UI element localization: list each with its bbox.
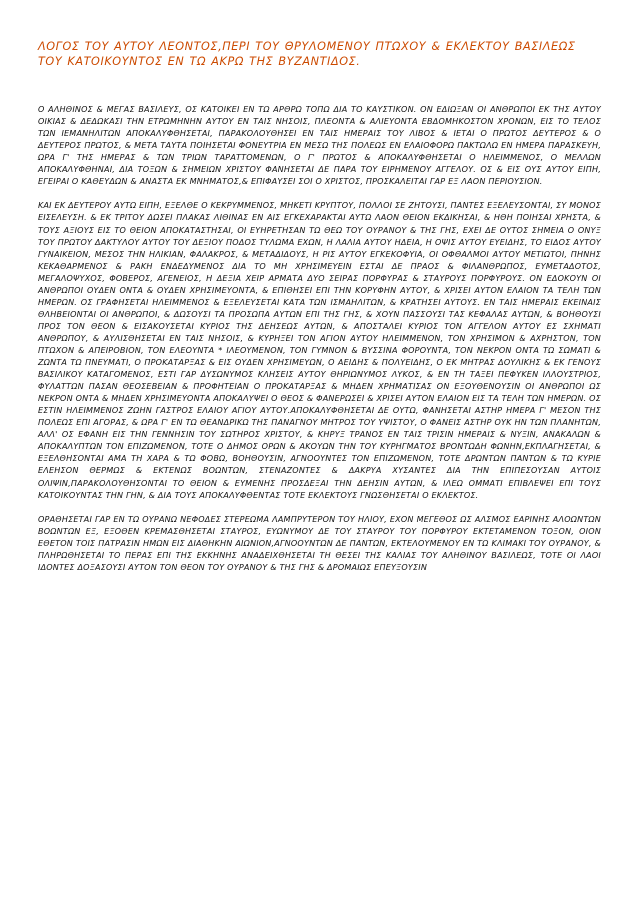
- document-title: ΛΟΓΟΣ ΤΟΥ ΑΥΤΟΥ ΛΕΟΝΤΟΣ,ΠΕΡΙ ΤΟΥ ΘΡΥΛΟΜΕΝΟΥ ΠΤΩΧΟΥ & ΕΚΛΕΚΤΟΥ ΒΑΣΙΛΕΩΣ ΤΟΥ ΚΑΤΟΙΚΟΥΝΤΟΣ ΕΝ ΤΩ ΑΚΡΩ ΤΗΣ ΒΥΖΑΝΤΙΔΟΣ.: [38, 40, 576, 68]
- paragraph-2: ΚΑΙ ΕΚ ΔΕΥΤΕΡΟΥ ΑΥΤΩ ΕΙΠΗ, ΕΞΕΛΘΕ Ο ΚΕΚΡΥΜΜΕΝΟΣ, ΜΗΚΕΤΙ ΚΡΥΠΤΟΥ, ΠΟΛΛΟΙ ΣΕ ΖΗΤΟΥΣΙ, ΠΑΝΤΕΣ ΕΞΕΛΕΥΣΟΝΤΑΙ, ΣΥ ΜΟΝΟΣ ΕΙΣΕΛΕΥΣΗ. & ΕΚ ΤΡΙΤΟΥ ΔΩΣΕΙ ΠΛΑΚΑΣ ΛΙΘΙΝΑΣ ΕΝ ΑΙΣ ΕΓΚΕΧΑΡΑΚΤΑΙ ΑΥΤΩ ΛΑΟΝ ΘΕΙΟΝ ΕΚΔΙΚΗΣΑΙ, & ΗΘΗ ΠΟΙΗΣΑΙ ΧΡΗΣΤΑ, & ΤΟΥΣ ΑΞΙΟΥΣ ΕΙΣ ΤΟ ΘΕΙΟΝ ΑΠΟΚΑΤΑΣΤΗΣΑΙ, ΟΙ ΕΥΗΡΕΤΗΣΑΝ ΤΩ ΘΕΩ ΤΟΥ ΟΥΡΑΝΟΥ & ΤΗΣ ΓΗΣ, ΕΧΕΙ ΔΕ ΟΥΤΟΣ ΣΗΜΕΙΑ Ο ΟΝΥΞ ΤΟΥ ΠΡΩΤΟΥ ΔΑΚΤΥΛΟΥ ΑΥΤΟΥ ΤΟΥ ΔΕΞΙΟΥ ΠΟΔΟΣ ΤΥΛΩΜΑ ΕΧΩΝ, Η ΛΑΛΙΑ ΑΥΤΟΥ ΗΔΕΙΑ, Η ΟΨΙΣ ΑΥΤΟΥ ΕΥΕΙΔΗΣ, ΤΟ ΕΙΔΟΣ ΑΥΤΟΥ ΓΥΝΑΙΚΕΙΟΝ, ΜΕΣΟΣ ΤΗΝ ΗΛΙΚΙΑΝ, ΦΑΛΑΚΡΟΣ, & ΜΕΤΑΔΙΔΟΥΣ, Η ΡΙΣ ΑΥΤΟΥ ΕΓΚΕΚΟΦΥΙΑ, ΟΙ ΟΦΘΑΛΜΟΙ ΑΥΤΟΥ ΜΕΤΙΩΤΟΙ, ΠΗΝΗΣ ΚΕΚΑΘΑΡΜΕΝΟΣ & ΡΑΚΗ ΕΝΔΕΔΥΜΕΝΟΣ ΔΙΑ ΤΟ ΜΗ ΧΡΗΣΙΜΕΥΕΙΝ ΕΣΤΑΙ ΔΕ ΠΡΑΟΣ & ΦΙΛΑΝΘΡΩΠΟΣ, ΕΥΜΕΤΑΔΟΤΟΣ, ΜΕΓΑΛΟΨΥΧΟΣ, ΦΟΒΕΡΟΣ, ΑΓΕΝΕΙΟΣ, Η ΔΕΞΙΑ ΧΕΙΡ ΑΡΜΑΤΑ ΔΥΟ ΣΕΙΡΑΣ ΠΟΡΦΥΡΑΣ & ΣΤΑΥΡΟΥΣ ΠΟΡΦΥΡΟΥΣ. ΟΝ ΕΔΟΚΟΥΝ ΟΙ ΑΝΘΡΩΠΟΙ ΟΥΔΕΝ ΟΝΤΑ & ΟΥΔΕΝ ΧΡΗΣΙΜΕΥΟΝΤΑ, & ΕΠΙΘΗΣΕΙ ΕΠΙ ΤΗΝ ΚΟΡΥΦΗΝ ΑΥΤΟΥ, & ΧΡΙΣΕΙ ΑΥΤΟΝ ΕΛΑΙΟΝ ΤΑ ΤΕΛΗ ΤΩΝ ΗΜΕΡΩΝ. ΟΣ ΓΡΑΦΗΣΕΤΑΙ ΗΛΕΙΜΜΕΝΟΣ & ΕΞΕΛΕΥΣΕΤΑΙ ΚΑΤΑ ΤΩΝ ΙΣΜΑΗΛΙΤΩΝ, & ΚΡΑΤΗΣΕΙ ΑΥΤΟΥΣ. ΕΝ ΤΑΙΣ ΗΜΕΡΑΙΣ ΕΚΕΙΝΑΙΣ ΘΛΗΒΕΙΟΝΤΑΙ ΟΙ ΑΝΘΡΩΠΟΙ, & ΔΩΣΟΥΣΙ ΤΑ ΠΡΟΣΩΠΑ ΑΥΤΩΝ ΕΠΙ ΤΗΣ ΓΗΣ, & ΧΟΥΝ ΠΑΣΣΟΥΣΙ ΤΑΣ ΚΕΦΑΛΑΣ ΑΥΤΩΝ, & ΒΟΗΘΟΥΣΙ ΠΡΟΣ ΤΟΝ ΘΕΟΝ & ΕΙΣΑΚΟΥΣΕΤΑΙ ΚΥΡΙΟΣ ΤΗΣ ΔΕΗΣΕΩΣ ΑΥΤΩΝ, & ΑΠΟΣΤΑΛΕΙ ΚΥΡΙΟΣ ΤΟΝ ΑΓΓΕΛΟΝ ΑΥΤΟΥ ΕΣ ΣΧΗΜΑΤΙ ΑΝΘΡΩΠΟΥ, & ΑΥΛΙΣΘΗΣΕΤΑΙ ΕΝ ΤΑΙΣ ΝΗΣΟΙΣ, & ΚΥΡΗΞΕΙ ΤΟΝ ΑΓΙΟΝ ΑΥΤΟΥ ΗΛΕΙΜΜΕΝΟΝ, ΤΟΝ ΧΡΗΣΙΜΟΝ & ΑΧΡΗΣΤΟΝ, ΤΟΝ ΠΤΩΧΟΝ & ΑΠΕΙΡΟΒΙΟΝ, ΤΟΝ ΕΛΕΟΥΝΤΑ * ΙΛΕΟΥΜΕΝΟΝ, ΤΟΝ ΓΥΜΝΟΝ & ΒΥΣΣΙΝΑ ΦΟΡΟΥΝΤΑ, ΤΟΝ ΝΕΚΡΟΝ ΟΝΤΑ ΤΩ ΣΩΜΑΤΙ & ΖΩΝΤΑ ΤΩ ΠΝΕΥΜΑΤΙ, Ο ΠΡΟΚΑΤΑΡΞΑΣ & ΕΙΣ ΟΥΔΕΝ ΧΡΗΣΙΜΕΥΩΝ, Ο ΑΕΙΔΗΣ & ΠΟΛΥΕΙΔΗΣ, Ο ΕΚ ΜΗΤΡΑΣ ΔΟΥΛΙΚΗΣ & ΕΚ ΓΕΝΟΥΣ ΒΑΣΙΛΙΚΟΥ ΚΑΤΑΓΟΜΕΝΟΣ, ΕΣΤΙ ΓΑΡ ΔΥΣΩΝΥΜΟΣ ΚΛΗΣΕΙΣ ΑΥΤΟΥ ΘΗΡΙΩΝΥΜΟΣ ΛΥΚΟΣ, & ΕΝ ΤΗ ΤΑΞΕΙ ΠΕΦΥΚΕΝ ΙΛΛΟΥΣΤΡΙΟΣ, ΦΥΛΑΤΤΩΝ ΠΑΣΑΝ ΘΕΟΣΕΒΕΙΑΝ & ΠΡΟΦΗΤΕΙΑΝ Ο ΠΡΟΚΑΤΑΡΞΑΣ & ΜΗΔΕΝ ΧΡΗΜΑΤΙΣΑΣ ΟΝ ΕΞΟΥΘΕΝΟΥΣΙΝ ΟΙ ΑΝΘΡΩΠΟΙ ΩΣ ΝΕΚΡΟΝ ΟΝΤΑ & ΜΗΔΕΝ ΧΡΗΣΙΜΕΥΟΝΤΑ ΑΠΟΚΑΛΥΨΕΙ Ο ΘΕΟΣ & ΦΑΝΕΡΩΣΕΙ & ΧΡΙΣΕΙ ΑΥΤΟΝ ΕΛΑΙΟΝ ΕΙΣ ΤΑ ΤΕΛΗ ΤΩΝ ΗΜΕΡΩΝ. ΟΣ ΕΣΤΙΝ ΗΛΕΙΜΜΕΝΟΣ ΖΩΗΝ ΓΑΣΤΡΟΣ ΕΛΑΙΟΥ ΑΓΙΟΥ ΑΥΤΟΥ.ΑΠΟΚΑΛΥΦΘΗΣΕΤΑΙ ΔΕ ΟΥΤΩ, ΦΑΝΗΣΕΤΑΙ ΑΣΤΗΡ ΗΜΕΡΑ Γ' ΜΕΣΟΝ ΤΗΣ ΠΟΛΕΩΣ ΕΠΙ ΑΓΟΡΑΣ, & ΩΡΑ Γ' ΕΝ ΤΩ ΘΕΑΝΔΡΙΚΩ ΤΗΣ ΠΑΝΑΓΝΟΥ ΜΗΤΡΟΣ ΤΟΥ ΥΨΙΣΤΟΥ, Ο ΦΑΝΕΙΣ ΑΣΤΗΡ ΟΥΚ ΗΝ ΤΩΝ ΠΛΑΝΗΤΩΝ, ΑΛΛ' ΟΣ ΕΦΑΝΗ ΕΙΣ ΤΗΝ ΓΕΝΝΗΣΙΝ ΤΟΥ ΣΩΤΗΡΟΣ ΧΡΙΣΤΟΥ, & ΚΗΡΥΞ ΤΡΑΝΟΣ ΕΝ ΤΑΙΣ ΤΡΙΣΙΝ ΗΜΕΡΑΙΣ & ΝΥΞΙΝ, ΑΝΑΚΑΛΩΝ & ΑΠΟΚΑΛΥΠΤΩΝ ΤΟΝ ΕΠΙΖΩΜΕΝΟΝ, ΤΟΤΕ Ο ΔΗΜΟΣ ΟΡΩΝ & ΑΚΟΥΩΝ ΤΗΝ ΤΟΥ ΚΥΡΗΓΜΑΤΟΣ ΒΡΟΝΤΩΔΗ ΦΩΝΗΝ,ΕΚΠΛΑΓΗΣΕΤΑΙ, & ΕΞΕΛΘΗΣΟΝΤΑΙ ΑΜΑ ΤΗ ΧΑΡΑ & ΤΩ ΦΟΒΩ, ΒΟΗΘΟΥΣΙΝ, ΑΓΝΟΟΥΝΤΕΣ ΤΟΝ ΕΠΙΖΩΜΕΝΟΝ, ΤΟΤΕ ΔΡΩΝΤΩΝ ΠΑΝΤΩΝ & ΤΩ ΚΥΡΙΕ ΕΛΕΗΣΟΝ ΘΕΡΜΩΣ & ΕΚΤΕΝΩΣ ΒΟΩΝΤΩΝ, ΣΤΕΝΑΖΟΝΤΕΣ & ΔΑΚΡΥΑ ΧΥΣΑΝΤΕΣ ΔΙΑ ΤΗΝ ΕΠΙΠΕΣΟΥΣΑΝ ΑΥΤΟΙΣ ΟΛΙΨΙΝ,ΠΑΡΑΚΟΛΟΥΘΗΣΟΝΤΑΙ ΤΟ ΘΕΙΟΝ & ΕΥΜΕΝΗΣ ΠΡΟΣΔΕΞΑΙ ΤΗΝ ΔΕΗΣΙΝ ΑΥΤΩΝ, & ΙΛΕΩ ΟΜΜΑΤΙ ΕΠΙΒΛΕΨΕΙ ΕΠΙ ΤΟΥΣ ΚΑΤΟΙΚΟΥΝΤΑΣ ΤΗΝ ΓΗΝ, & ΔΙΑ ΤΟΥΣ ΑΠΟΚΑΛΥΦΘΕΝΤΑΣ ΤΟΤΕ ΕΚΛΕΚΤΟΥΣ ΓΝΩΣΘΗΣΕΤΑΙ Ο ΕΚΛΕΚΤΟΣ.: [38, 201, 601, 500]
- paragraph-1: Ο ΑΛΗΘΙΝΟΣ & ΜΕΓΑΣ ΒΑΣΙΛΕΥΣ, ΟΣ ΚΑΤΟΙΚΕΙ ΕΝ ΤΩ ΑΡΘΡΩ ΤΟΠΩ ΔΙΑ ΤΟ ΚΑΥΣΤΙΚΟΝ. ΟΝ ΕΔΙΩΞΑΝ ΟΙ ΑΝΘΡΩΠΟΙ ΕΚ ΤΗΣ ΑΥΤΟΥ ΟΙΚΙΑΣ & ΔΕΔΩΚΑΣΙ ΤΗΝ ΕΤΡΩΜΗΝΗΝ ΑΥΤΟΥ ΕΝ ΤΑΙΣ ΝΗΣΟΙΣ, ΠΛΕΟΝΤΑ & ΑΛΙΕΥΟΝΤΑ ΕΒΔΟΜΗΚΟΣΤΟΝ ΧΡΟΝΩΝ, ΕΙΣ ΤΟ ΤΕΛΟΣ ΤΩΝ ΙΕΜΑΝΗΛΙΤΩΝ ΑΠΟΚΑΛΥΦΘΗΣΕΤΑΙ, ΠΑΡΑΚΟΛΟΥΘΗΣΕΙ ΕΝ ΤΑΙΣ ΗΜΕΡΑΙΣ ΤΟΥ ΛΙΒΟΣ & ΙΕΤΑΙ Ο ΠΡΩΤΟΣ ΔΕΥΤΕΡΟΣ & Ο ΔΕΥΤΕΡΟΣ ΠΡΩΤΟΣ, & ΜΕΤΑ ΤΑΥΤΑ ΠΟΙΗΣΕΤΑΙ ΦΟΝΕΥΤΡΙΑ ΕΝ ΜΕΣΩ ΤΗΣ ΠΟΛΕΩΣ ΕΝ ΕΛΑΙΟΦΟΡΩ ΠΑΚΤΩΛΩ ΕΝ ΗΜΕΡΑ ΠΑΡΑΣΚΕΥΗ, ΩΡΑ Γ' ΤΗΣ ΗΜΕΡΑΣ & ΤΩΝ ΤΡΙΩΝ ΤΑΡΑΤΤΟΜΕΝΩΝ, Ο Γ' ΠΡΩΤΟΣ & ΑΠΟΚΑΛΥΦΘΗΣΕΤΑΙ Ο ΗΛΕΙΜΜΕΝΟΣ, Ο ΜΕΛΛΩΝ ΑΠΟΚΑΛΥΦΘΗΝΑΙ, ΔΙΑ ΤΟΞΩΝ & ΣΗΜΕΙΩΝ ΧΡΙΣΤΟΥ ΦΑΝΗΣΕΤΑΙ ΔΕ ΠΑΡΑ ΤΟΥ ΕΙΡΗΜΕΝΟΥ ΑΓΓΕΛΟΥ. ΟΣ & ΕΙΣ ΟΥΣ ΑΥΤΟΥ ΕΙΠΗ, ΕΓΕΙΡΑΙ Ο ΚΑΘΕΥΔΩΝ & ΑΝΑΣΤΑ ΕΚ ΜΝΗΜΑΤΟΣ,& ΕΠΙΦΑΥΣΕΙ ΣΟΙ Ο ΧΡΙΣΤΟΣ, ΠΡΟΣΚΑΛΕΙΤΑΙ ΓΑΡ ΕΞ ΛΑΟΝ ΠΕΡΙΟΥΣΙΟΝ.: [38, 105, 601, 187]
- paragraph-3: ΟΡΑΘΗΣΕΤΑΙ ΓΑΡ ΕΝ ΤΩ ΟΥΡΑΝΩ ΝΕΦΟΔΕΣ ΣΤΕΡΕΩΜΑ ΛΑΜΠΡΥΤΕΡΟΝ ΤΟΥ ΗΛΙΟΥ, ΕΧΟΝ ΜΕΓΕΘΟΣ ΩΣ ΑΛΣΜΟΣ ΕΑΡΙΝΗΣ ΑΛΟΩΝΤΩΝ ΒΟΩΝΤΩΝ ΕΞ, ΕΞΟΘΕΝ ΚΡΕΜΑΣΘΗΣΕΤΑΙ ΣΤΑΥΡΟΣ, ΕΥΩΝΥΜΟΥ ΔΕ ΤΟΥ ΣΤΑΥΡΟΥ ΤΟΥ ΠΟΡΦΥΡΟΥ ΕΚΤΕΤΑΜΕΝΟΝ ΤΟΞΟΝ, ΟΙΟΝ ΕΘΕΤΟΝ ΤΟΙΣ ΠΑΤΡΑΣΙΝ ΗΜΩΝ ΕΙΣ ΔΙΑΘΗΚΗΝ ΑΙΩΝΙΟΝ,ΑΓΝΟΟΥΝΤΩΝ ΔΕ ΠΑΝΤΩΝ, ΕΚΤΕΛΟΥΜΕΝΟΥ ΕΝ ΤΩ ΚΛΙΜΑΚΙ ΤΟΥ ΟΥΡΑΝΟΥ, & ΠΛΗΡΩΘΗΣΕΤΑΙ ΤΟ ΠΕΡΑΣ ΕΠΙ ΤΗΣ ΕΚΚΗΝΗΣ ΑΝΑΔΕΙΧΘΗΣΕΤΑΙ ΤΗ ΘΕΣΕΙ ΤΗΣ ΚΑΛΙΑΣ ΤΟΥ ΑΛΗΘΙΝΟΥ ΒΑΣΙΛΕΩΣ, ΤΟΤΕ ΟΙ ΛΑΟΙ ΙΔΟΝΤΕΣ ΔΟΞΑΣΟΥΣΙ ΑΥΤΟΝ ΤΟΝ ΘΕΟΝ ΤΟΥ ΟΥΡΑΝΟΥ & ΤΗΣ ΓΗΣ & ΔΡΟΜΑΙΩΣ ΕΠΕΥΞΟΥΣΙΝ: [38, 514, 601, 572]
- document-body: [38, 104, 601, 586]
